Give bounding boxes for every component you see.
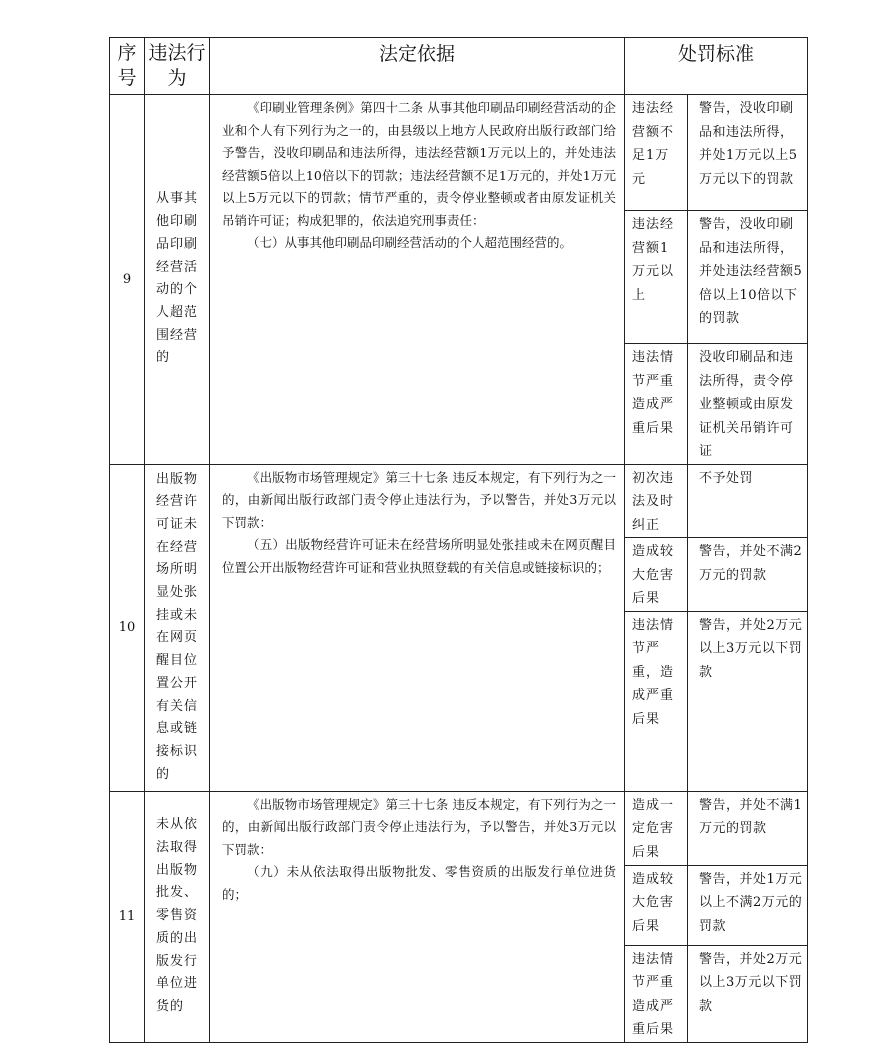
penalty-standard: 警告，并处2万元以上3万元以下罚款 [688,611,808,791]
penalty-standard: 警告，没收印刷品和违法所得，并处违法经营额5倍以上10倍以下的罚款 [688,211,808,344]
row-violation: 出版物经营许可证未在经营场所明显处张挂或未在网页醒目位置公开有关信息或链接标识的 [145,464,210,791]
header-penalty: 处罚标准 [625,38,808,95]
header-basis: 法定依据 [210,38,625,95]
penalty-condition: 违法情节严重造成严重后果 [625,344,688,465]
basis-paragraph: （七）从事其他印刷品印刷经营活动的个人超范围经营的。 [247,235,573,250]
row-violation: 未从依法取得出版物批发、零售资质的出版发行单位进货的 [145,791,210,1042]
penalty-table [109,37,808,1043]
penalty-condition: 违法经营额不足1万元 [625,95,688,211]
penalty-standard: 不予处罚 [688,464,808,538]
penalty-condition: 初次违法及时纠正 [625,464,688,538]
penalty-condition: 造成较大危害后果 [625,538,688,612]
penalty-standard: 警告，没收印刷品和违法所得，并处1万元以上5万元以下的罚款 [688,95,808,211]
header-seq: 序号 [110,38,145,95]
row-seq: 9 [110,95,145,465]
row-seq: 10 [110,464,145,791]
penalty-standard: 警告，并处不满1万元的罚款 [688,791,808,865]
basis-paragraph: 《出版物市场管理规定》第三十七条 违反本规定，有下列行为之一的，由新闻出版行政部门责令停止违法行为，予以警告，并处3万元以下罚款： [222,469,616,530]
basis-paragraph: （五）出版物经营许可证未在经营场所明显处张挂或未在网页醒目位置公开出版物经营许可证和营业执照登载的有关信息或链接标识的； [222,537,616,575]
basis-paragraph: 《印刷业管理条例》第四十二条 从事其他印刷品印刷经营活动的企业和个人有下列行为之一的，由县级以上地方人民政府出版行政部门给予警告，没收印刷品和违法所得，违法经营额1万元以上的，并处违法经营额5倍以上10倍以下的罚款；违法经营额不足1万元的，并处1万元以上5万元以下的罚款；情节严重的，责令停业整顿或者由原发证机关吊销许可证；构成犯罪的，依法追究刑事责任： [222,100,616,228]
legal-basis [210,791,625,1042]
penalty-standard: 没收印刷品和违法所得，责令停业整顿或由原发证机关吊销许可证 [688,344,808,465]
penalty-condition: 违法经营额1万元以上 [625,211,688,344]
row-violation: 从事其他印刷品印刷经营活动的个人超范围经营的 [145,95,210,465]
row-seq: 11 [110,791,145,1042]
penalty-condition: 造成较大危害后果 [625,865,688,945]
header-act: 违法行为 [145,38,210,95]
legal-basis [210,464,625,791]
basis-paragraph: （九）未从依法取得出版物批发、零售资质的出版发行单位进货的； [222,864,616,902]
basis-paragraph: 《出版物市场管理规定》第三十七条 违反本规定，有下列行为之一的，由新闻出版行政部门责令停止违法行为，予以警告，并处3万元以下罚款： [222,796,616,857]
penalty-standard: 警告，并处不满2万元的罚款 [688,538,808,612]
penalty-condition: 违法情节严重造成严重后果 [625,945,688,1042]
penalty-condition: 造成一定危害后果 [625,791,688,865]
legal-basis [210,95,625,465]
penalty-standard: 警告，并处1万元以上不满2万元的罚款 [688,865,808,945]
penalty-standard: 警告，并处2万元以上3万元以下罚款 [688,945,808,1042]
penalty-condition: 违法情节严重，造成严重后果 [625,611,688,791]
